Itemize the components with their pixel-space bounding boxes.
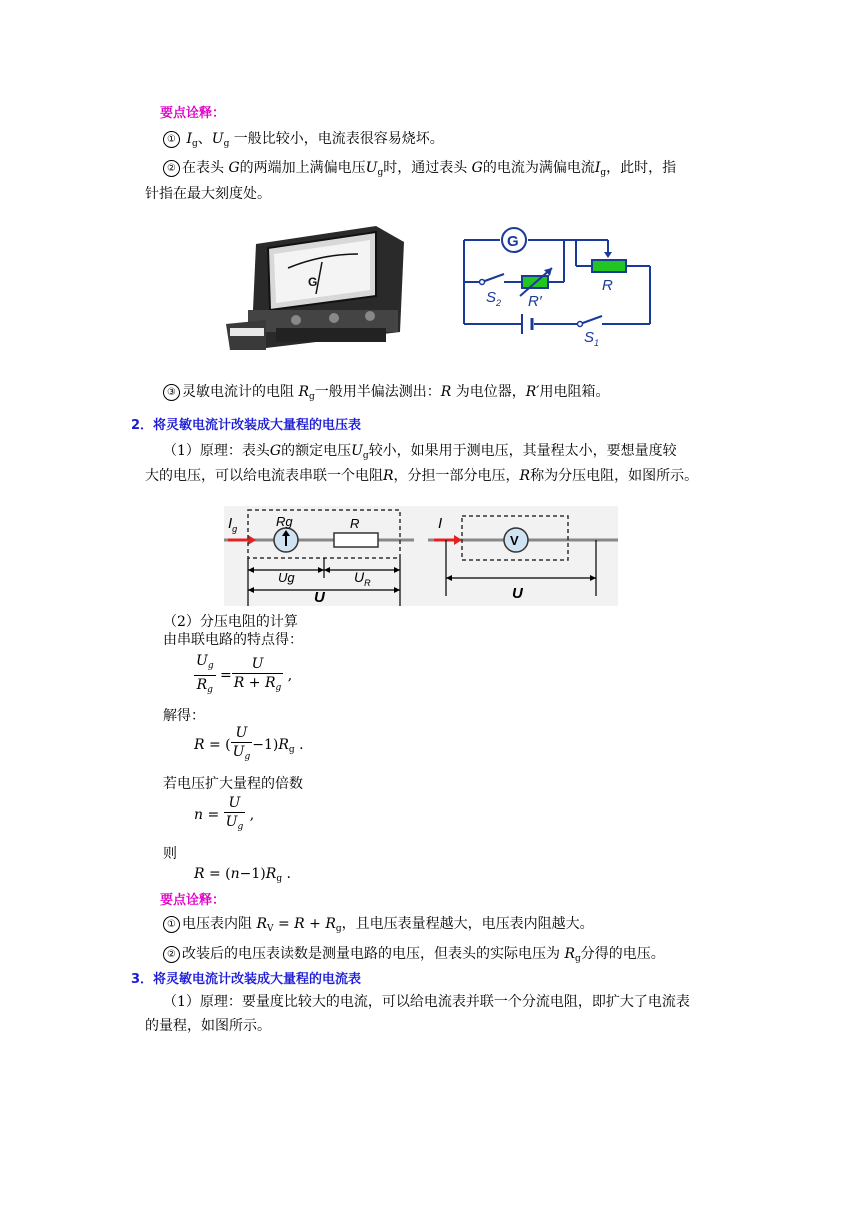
svg-text:UR: $U_R$ [354,569,371,588]
note1-item2-cont: 针指在最大刻度处。 [145,186,271,202]
galvanometer-label: G [507,233,519,250]
key-note-label-2: 要点诠释： [160,893,226,908]
circle-num: ① [163,916,180,933]
circle-num: ② [163,946,180,963]
calc-solve: 解得： [163,708,205,724]
section-2-principle-cont: 大的电压，可以给电流表串联一个电阻R，分担一部分电压，R称为分压电阻，如图所示。 [145,468,699,484]
note2-item2: ② 改装后的电压表读数是测量电路的电压，但表头的实际电压为 $R_g$分得的电压。 [163,944,665,969]
calc-ratio: 若电压扩大量程的倍数 [163,776,303,792]
svg-text:G: G [308,275,318,289]
svg-text:Ug: Ug [278,570,295,585]
note1-item1: ① $I_g$、$U_g$ 一般比较小，电流表很容易烧坏。 [163,129,444,154]
calc-then: 则 [163,846,177,862]
galvanometer-illustration [226,224,404,350]
equation-4: $R = (n-1)R_g$ . [194,866,291,884]
svg-text:V: V [510,533,519,548]
section-3-principle: （1）原理：要量度比较大的电流，可以给电流表并联一个分流电阻，即扩大了电流表 [163,994,690,1010]
svg-text:R: R [350,516,360,531]
note2-item1: ① 电压表内阻 $R_V = R + R_g$，且电压表量程越大，电压表内阻越大。 [163,914,594,939]
calc-serial: 由串联电路的特点得： [163,632,303,648]
section-2-principle: （1）原理：表头G的额定电压$U_g$较小，如果用于测电压，其量程太小，要想量度较 [163,443,677,461]
svg-text:R: R [602,277,613,294]
section-2-title: 2．将灵敏电流计改装成大量程的电压表 [131,418,362,433]
note1-item2: ② 在表头 G的两端加上满偏电压$U_g$时，通过表头 G的电流为满偏电流$I_g$，此时，指 [163,158,676,183]
svg-text:R′: R′ [528,293,542,310]
circle-num: ① [163,131,180,148]
svg-text:U: U [314,589,325,606]
circle-num: ③ [163,384,180,401]
svg-text:S2: $S_2$ [486,289,502,308]
svg-text:Ig: $I_g$ [228,515,238,534]
half-deflection-circuit [456,226,660,348]
svg-text:S1: $S_1$ [584,329,600,348]
section-3-title: 3．将灵敏电流计改装成大量程的电流表 [131,972,362,987]
potentiometer-r [592,260,626,272]
equation-1: $\frac{U_g}{R_g}$ = $\frac{U}{R + R_g}$ , [196,653,293,695]
calc-title: （2）分压电阻的计算 [163,614,298,630]
section-3-principle-cont: 的量程，如图所示。 [145,1018,271,1034]
svg-text:I: I [438,515,443,532]
svg-text:U: U [512,585,523,602]
key-note-label: 要点诠释： [160,106,226,121]
equation-3: n = $\frac{U}{U_g}$ , [194,795,255,832]
equation-2: R = ( $\frac{U}{U_g}$ $-1)R_g$ . [194,725,304,762]
voltmeter-conversion-figure [224,506,618,606]
note1-item3: ③ 灵敏电流计的电阻 $R_g$一般用半偏法测出：R 为电位器，R′用电阻箱。 [163,382,610,407]
circle-num: ② [163,160,180,177]
svg-text:Rg: Rg [276,514,293,529]
